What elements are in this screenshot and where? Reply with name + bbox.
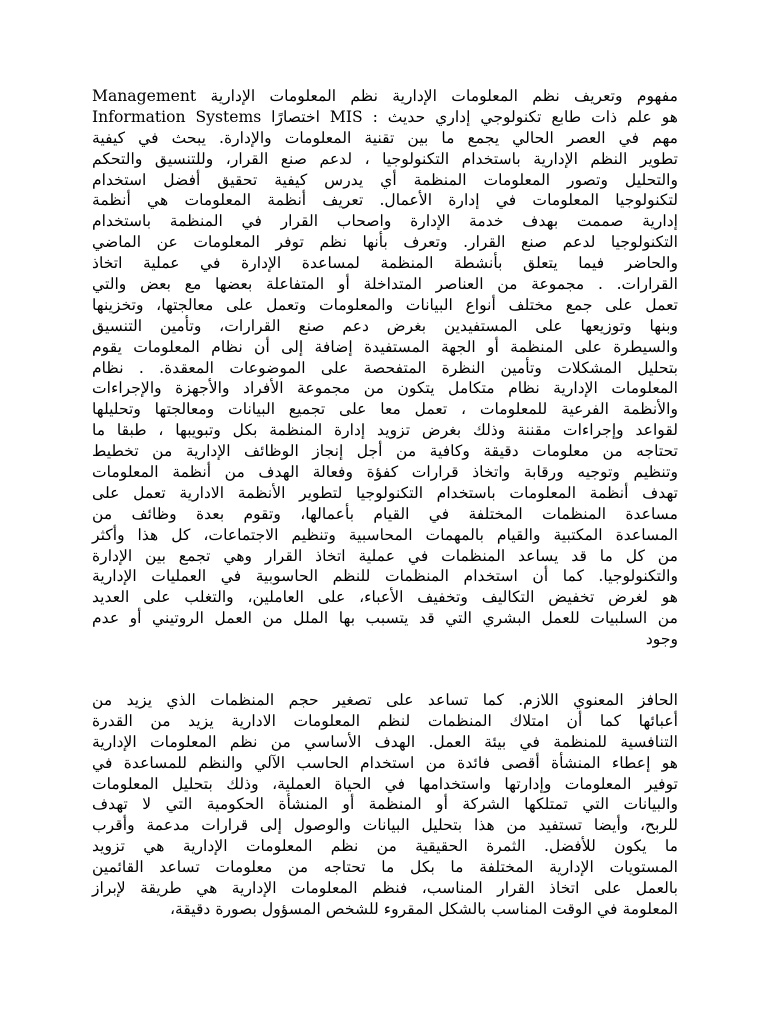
- text-line: ما يكون للأفضل. الثمرة الحقيقية من نظم المعلومات الإدارية هي تزويد: [92, 837, 678, 856]
- text-line: بتحليل المشكلات وتأمين النظرة المتفحصة على الموضوعات المعقدة. . نظام: [92, 358, 678, 377]
- text-line: وتنظيم وتوجيه ورقابة واتخاذ قرارات كفؤة وفعالة الهدف من أنظمة المعلومات: [92, 463, 678, 482]
- paragraph-2: [92, 690, 678, 920]
- text-line: المساعدة المكتبية والقيام بالمهمات المحاسبية وتنظيم الاجتماعات، كل هذا وأكثر: [92, 525, 678, 544]
- text-line: توفير المعلومات وإدارتها واستخدامها في الحياة العملية، وذلك بتحليل المعلومات: [92, 774, 678, 793]
- text-line: الحافز المعنوي اللازم. كما تساعد على تصغير حجم المنظمات الذي يزيد من: [92, 691, 678, 709]
- text-line: مهم في العصر الحالي يجمع ما بين تقنية المعلومات والإدارة. يبحث في كيفية: [92, 128, 678, 147]
- text-line: والبيانات التي تمتلكها الشركة أو المنظمة أو المنشأة الحكومية التي لا تهدف: [92, 795, 678, 814]
- text-line: المعلومة في الوقت المناسب بالشكل المقروء للشخص المسؤول بصورة دقيقة،: [169, 899, 678, 918]
- text-line: مساعدة المنظمات المختلفة في القيام بأعمالها، وتقوم بعدة وظائف من: [92, 504, 678, 523]
- text-line: تطوير النظم الإدارية باستخدام التكنولوجيا ، لدعم صنع القرار، وللتنسيق والتحكم: [92, 149, 678, 168]
- text-line: هو إعطاء المنشأة أقصى فائدة من استخدام الحاسب الآلي والنظم للمساعدة في: [92, 753, 678, 772]
- text-line: والتكنولوجيا. كما أن استخدام المنظمات للنظم الحاسوبية في العمليات الإدارية: [92, 567, 678, 586]
- text-line: تعمل على جمع مختلف أنواع البيانات والمعلومات وتعمل على معالجتها، وتخزينها: [92, 295, 678, 314]
- text-line: أعبائها كما أن امتلاك المنظمات لنظم المعلومات الادارية يزيد من القدرة: [92, 711, 678, 730]
- text-line: القرارات. . مجموعة من العناصر المتداخلة أو المتفاعلة بعضها مع بعض والتي: [92, 275, 678, 294]
- text-line: للربح، وأيضا تستفيد من هذا بتحليل البيانات والوصول إلى قرارات مدعمة وأقرب: [92, 816, 678, 835]
- paragraph-1: [92, 86, 678, 650]
- text-line: التكنولوجيا لدعم صنع القرار. وتعرف بأنها نظم توفر المعلومات عن الماضي: [92, 233, 678, 252]
- text-line: من كل ما قد يساعد المنظمات في عملية اتخاذ القرار وهي تجمع بين الإدارة: [92, 546, 678, 565]
- text-line: المستويات الإدارية المختلفة ما بكل ما تحتاجه من معلومات تساعد القائمين: [92, 858, 678, 877]
- text-line: مفهوم وتعريف نظم المعلومات الإدارية نظم المعلومات الإدارية Management: [92, 87, 678, 105]
- text-line: لقواعد وإجراءات مقننة وذلك بغرض تزويد إدارة المنظمة بكل وتبويبها ، طبقا ما: [92, 421, 678, 440]
- text-line: تحتاجه من معلومات دقيقة وكافية من أجل إنجاز الوظائف الإدارية من تخطيط: [92, 442, 678, 461]
- text-line: والسيطرة على المنظمة أو الجهة المستفيدة إضافة إلى أن نظام المعلومات يقوم: [92, 337, 678, 356]
- text-line: بالعمل على اتخاذ القرار المناسب، فنظم المعلومات الإدارية هي طريقة لإبراز: [92, 879, 678, 898]
- text-line: والتحليل وتصور المعلومات المنظمة أي يدرس كيفية تحقيق أفضل استخدام: [92, 170, 678, 189]
- text-line: والحاضر فيما يتعلق بأنشطة المنظمة لمساعدة الإدارة في عملية اتخاذ: [92, 254, 678, 273]
- text-line: هو لغرض تخفيض التكاليف وتخفيف الأعباء، على العاملين، والتغلب على العديد: [92, 588, 679, 607]
- text-line: والأنظمة الفرعية للمعلومات ، تعمل معا على تجميع البيانات ومعالجتها وتحليلها: [92, 400, 678, 419]
- text-line: التنافسية للمنظمة في بيئة العمل. الهدف الأساسي من نظم المعلومات الإدارية: [92, 732, 678, 751]
- text-line: المعلومات الإدارية نظام متكامل يتكون من مجموعة الأفراد والأجهزة والإجراءات: [92, 379, 678, 398]
- text-line: وبنها وتوزيعها على المستفيدين بغرض دعم صنع القرارات، وتأمين التنسيق: [92, 316, 678, 335]
- text-line: تهدف أنظمة المعلومات باستخدام التكنولوجيا لتطوير الأنظمة الادارية تعمل على: [92, 483, 678, 502]
- text-line: وجود: [645, 630, 678, 649]
- text-line: إدارية صممت بهدف خدمة الإدارة واصحاب القرار في المنظمة باستخدام: [92, 212, 678, 231]
- text-line: من السلبيات للعمل البشري التي قد يتسبب بها الملل من العمل الروتيني أو عدم: [92, 609, 678, 628]
- text-line: هو علم ذات طابع تكنولوجي إداري حديث : MIS اختصارًا Information Systems: [92, 107, 678, 126]
- text-line: لتكنولوجيا المعلومات في إدارة الأعمال. تعريف أنظمة المعلومات هي أنظمة: [92, 191, 678, 210]
